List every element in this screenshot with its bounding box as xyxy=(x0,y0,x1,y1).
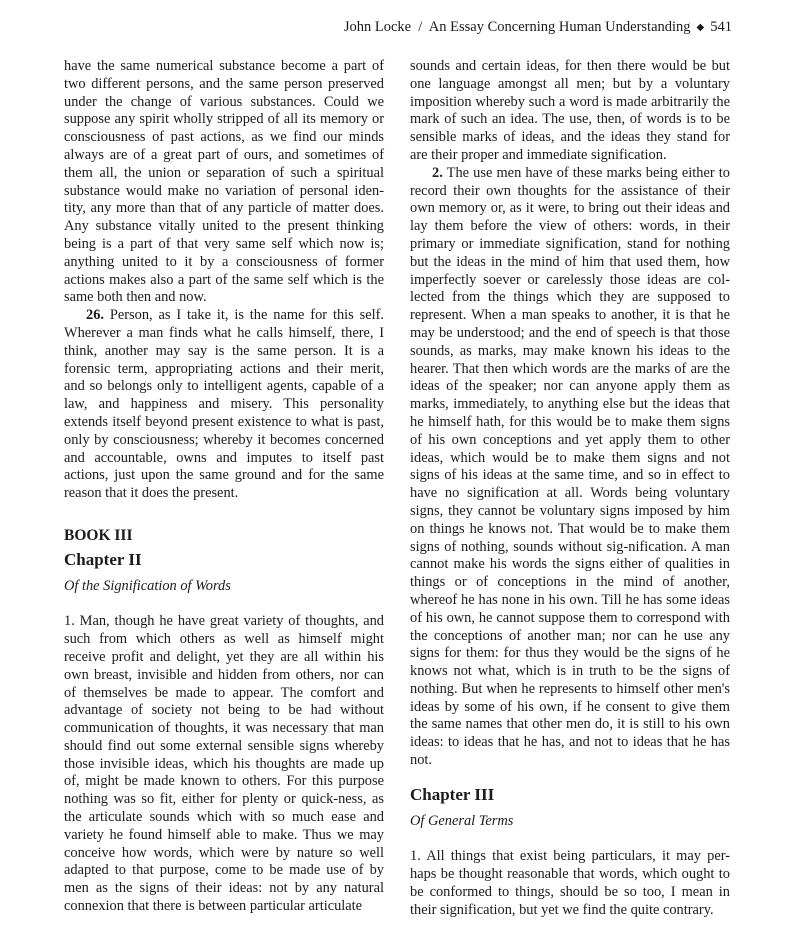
running-header xyxy=(344,18,732,37)
header-title: John Locke / An Essay Concerning Human Understanding xyxy=(343,19,691,35)
right-column xyxy=(410,58,730,920)
section-paragraph xyxy=(64,613,384,916)
section-paragraph xyxy=(410,165,730,770)
chapter-heading: Chapter III xyxy=(410,784,495,804)
section-number: 2. xyxy=(432,164,443,181)
section-number: 1. xyxy=(410,848,421,865)
paragraph: have the same numerical substance become a part of two different persons, and the same person preserved under the change of various substances. Could we suppose any spirit wholly stripped of all its memory or consciousness of past actions, as we find our minds always are of a great part of ours, and sometimes of them all, the union or separation of such a spiritual substance would make no variation of personal iden-tity, any more than that of any particle of matter does. Any substance vitally united to the present thinking being is a part of that very same self which now is; anything united to it by a consciousness of former actions makes also a part of the same self which is the same both then and now. xyxy=(64,58,384,306)
book-heading: BOOK III xyxy=(64,526,133,544)
paragraph-text: Person, as I take it, is the name for this self. Wherever a man finds what he calls himself, there, I think, another may say is the same person. It is a forensic term, appropriating actions and their merit, and so belongs only to intelligent agents, capable of a law, and happiness and misery. This personality extends itself beyond present existence to what is past, only by consciousness; whereby it becomes concerned and accountable, owns and imputes to itself past actions, just upon the same ground and for the same reason that it does the present. xyxy=(64,307,384,502)
chapter-subtitle: Of General Terms xyxy=(410,812,514,829)
section-paragraph xyxy=(410,848,730,919)
page-number: 541 xyxy=(710,19,732,35)
chapter-heading: Chapter II xyxy=(64,549,142,569)
chapter-subtitle: Of the Signification of Words xyxy=(64,577,231,594)
diamond-icon: ◆ xyxy=(696,22,705,33)
section-number: 1. xyxy=(64,613,75,630)
paragraph-text: Man, though he have great variety of thoughts, and such from which others as well as himself might receive profit and delight, yet they are all within his own breast, invisible and hidden from others, nor can of themselves be made to appear. The comfort and advantage of society not being to be had without communication of thoughts, it was necessary that man should find out some external sensible signs whereby those invisible ideas, which his thoughts are made up of, might be made known to others. For this purpose nothing was so fit, either for plenty or quick-ness, as the articulate sounds which with so much ease and variety he found himself able to make. Thus we may conceive how words, which were by nature so well adapted to that purpose, come to be made use of by men as the signs of their ideas: not by any natural connexion that there is between particular articulate xyxy=(64,613,384,915)
section-paragraph xyxy=(64,307,384,503)
left-column xyxy=(64,58,384,916)
paragraph-text: The use men have of these marks being either to record their own thoughts for the assistance of their own memory or, as it were, to bring out their ideas and lay them before the view of others: words, in their primary or immediate signification, stand for nothing but the ideas in the mind of him that used them, how imperfectly soever or carelessly those ideas are col-lected from the things which they are supposed to represent. When a man speaks to another, it is that he may be understood; and the end of speech is that those sounds, as marks, may make known his ideas to the hearer. That then which words are the marks of are the ideas of the speaker; nor can anyone apply them as marks, immediately, to anything else but the ideas that he himself hath, for this would be to make them signs of his own conceptions and yet apply them to other ideas, which would be to make them signs and not signs of his ideas at the same time, and so in effect to have no signification at all. Words being voluntary signs, they cannot be voluntary signs imposed by him on things he knows not. That would be to make them signs of nothing, sounds without sig-nification. A man cannot make his words the signs either of qualities in things or of conceptions in the mind of another, whereof he has none in his own. Till he has some ideas of his own, he cannot suppose them to correspond with the conceptions of another man; nor can he use any signs for them: for thus they would be the signs of he knows not what, which is in truth to be the signs of nothing. But when he represents to himself other men's ideas by some of his own, if he consent to give them the same names that other men do, it is still to his own ideas: to ideas that he has, and not to ideas that he has not. xyxy=(410,164,730,769)
section-number: 26. xyxy=(86,307,104,324)
paragraph: sounds and certain ideas, for then there would be but one language amongst all men; but by a voluntary imposition whereby such a word is made arbitrarily the mark of such an idea. The use, then, of words is to be sensible marks of ideas, and the ideas they stand for are their proper and immediate signification. xyxy=(410,58,730,163)
paragraph-text: All things that exist being particulars, it may per-haps be thought reasonable that words, which ought to be conformed to things, should be so too, I mean in their signification, but yet we find the quite contrary. xyxy=(410,848,731,918)
